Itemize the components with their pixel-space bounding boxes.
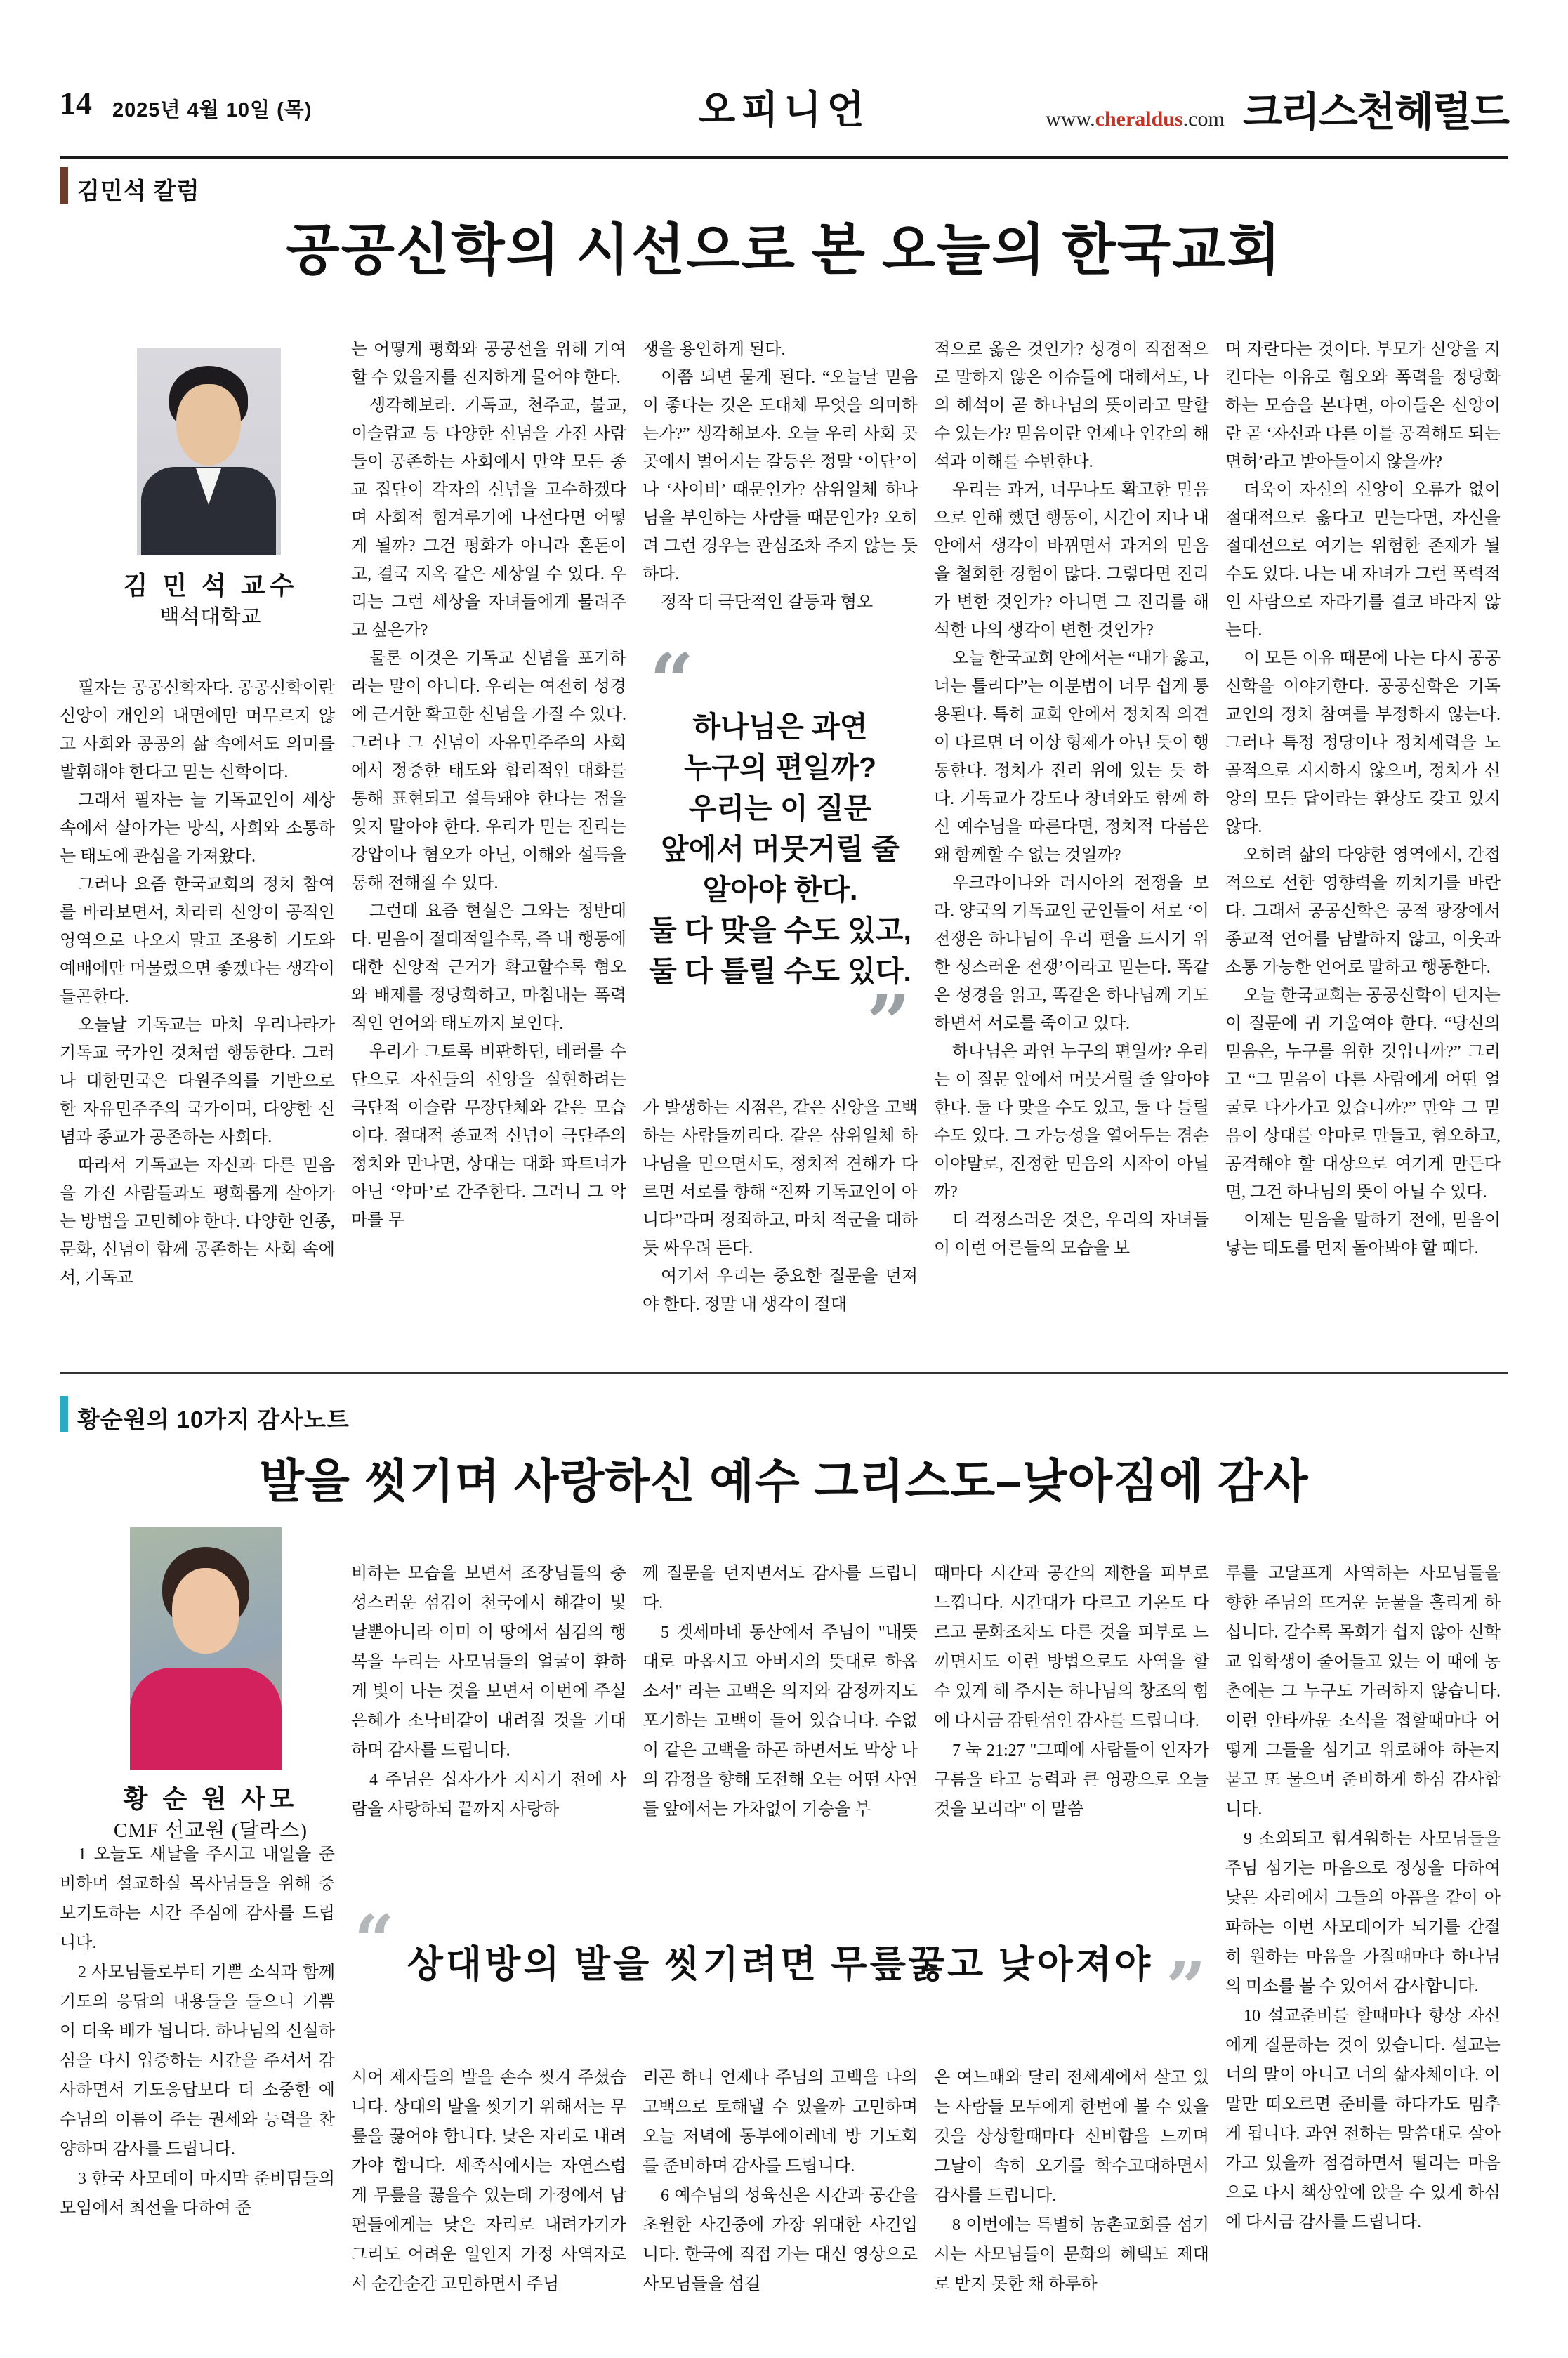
author-photo-hwang [130, 1527, 282, 1770]
paragraph: 4 주님은 십자가가 지시기 전에 사람을 사랑하되 끝까지 사랑하 [351, 1771, 626, 1819]
website-domain: cheraldus [1095, 107, 1183, 131]
paragraph: 오늘날 기독교는 마치 우리나라가 기독교 국가인 것처럼 행동한다. 그러나 대한민국은 다원주의를 기반으로 한 자유민주주의 국가이며, 다양한 신념과 종교가 공존하는 사회다. [60, 1016, 335, 1147]
article1-headline: 공공신학의 시선으로 본 오늘의 한국교회 [286, 220, 1282, 282]
paragraph: 그런데 요즘 현실은 그와는 정반대다. 믿음이 절대적일수록, 즉 내 행동에 대한 신앙적 근거가 확고할수록 혐오와 배제를 정당화하고, 마침내는 폭력적인 언어와 태도까지 보인다. [351, 902, 626, 1033]
close-quote-icon: ” [1166, 1946, 1206, 2029]
photo-clothing [130, 1668, 282, 1770]
paragraph: 필자는 공공신학자다. 공공신학이란 신앙이 개인의 내면에만 머무르지 않고 사회와 공공의 삶 속에서도 의미를 발휘해야 한다고 믿는 신학이다. [60, 679, 335, 782]
paragraph: 오히려 삶의 다양한 영역에서, 간접적으로 선한 영향력을 끼치기를 바란다. 그래서 공공신학은 공적 광장에서 종교적 언어를 남발하지 않고, 이웃과 소통 가능한 언어로 말하고 행동한다. [1225, 846, 1501, 977]
paragraph: 그래서 필자는 늘 기독교인이 세상 속에서 살아가는 방식, 사회와 소통하는 태도에 관심을 가져왔다. [60, 791, 335, 866]
pullquote-line: 우리는 이 질문 [688, 792, 872, 824]
article2-column-4-top [934, 1559, 1209, 1899]
paragraph: 쟁을 용인하게 된다. [643, 341, 786, 359]
close-quote-icon: ” [866, 977, 911, 1068]
paragraph: 우크라이나와 러시아의 전쟁을 보라. 양국의 기독교인 군인들이 서로 ‘이 전쟁은 하나님이 우리 편을 드시기 위한 성스러운 전쟁’이라고 믿는다. 똑같은 성경을 읽고, 똑같은 하나님께 기도하면서 서로를 죽이고 있다. [934, 874, 1209, 1033]
article1-column-3-bottom [643, 1094, 918, 1350]
paragraph: 더욱이 자신의 신앙이 오류가 없이 절대적으로 옳다고 믿는다면, 자신을 절대선으로 여기는 위험한 존재가 될 수도 있다. 나는 내 자녀가 그런 폭력적인 사람으로 자라기를 결코 바라지 않는다. [1225, 481, 1501, 640]
pullquote-line: 하나님은 과연 [692, 711, 868, 743]
paragraph: 시어 제자들의 발을 손수 씻겨 주셨습니다. 상대의 발을 씻기기 위해서는 무릎을 꿇어야 합니다. 낮은 자리로 내려가야 합니다. 세족식에서는 자연스럽게 무릎을 꿇을수 있는데 가정에서 남편들에게는 낮은 자리로 내려가기가 그리도 어려운 일인지 가정 사역자로서 순간순간 고민하면서 주님 [351, 2069, 626, 2293]
article1-column-4 [934, 336, 1209, 1350]
paragraph: 5 겟세마네 동산에서 주님이 "내뜻대로 마옵시고 아버지의 뜻대로 하옵소서" 라는 고백은 의지와 감정까지도 포기하는 고백이 들어 있습니다. 수없이 같은 고백을 하곤 하면서도 막상 나의 감정을 향해 도전해 오는 어떤 사연들 앞에서는 가차없이 기승을 부 [643, 1623, 918, 1819]
article1-pullquote [643, 636, 918, 1079]
website-tld: .com [1182, 107, 1225, 131]
author-photo-kim [137, 348, 281, 555]
paragraph: 정작 더 극단적인 갈등과 혐오 [661, 593, 874, 612]
paragraph: 오늘 한국교회는 공공신학이 던지는 이 질문에 귀 기울여야 한다. “당신의 믿음은, 누구를 위한 것입니까?” 그리고 “그 믿음이 다른 사람에게 어떤 얼굴로 다가가고 있습니까?” 만약 그 믿음이 상대를 악마로 만들고, 혐오하고, 공격해야 할 대상으로 여기게 만든다면, 그건 하나님의 뜻이 아닐 수 있다. [1225, 987, 1501, 1201]
pullquote-text: 상대방의 발을 씻기려면 무릎꿇고 낮아져야 [407, 1944, 1154, 1985]
paragraph: 3 한국 사모데이 마지막 준비팀들의 모임에서 최선을 다하여 준 [60, 2170, 335, 2218]
article2-column-3-top [643, 1559, 918, 1899]
article2-column-5 [1225, 1559, 1501, 2352]
paragraph: 비하는 모습을 보면서 조장님들의 충성스러운 섬김이 천국에서 해같이 빛날뿐아니라 이미 이 땅에서 섬김의 행복을 누리는 사모님들의 얼굴이 환하게 빛이 나는 것을 보면서 이번에 주실 은혜가 소낙비같이 내려질 것을 기대하며 감사를 드립니다. [351, 1565, 626, 1760]
paragraph: 8 이번에는 특별히 농촌교회를 섬기시는 사모님들이 문화의 혜택도 제대로 받지 못한 채 하루하 [934, 2216, 1209, 2293]
paragraph: 이 모든 이유 때문에 나는 다시 공공신학을 이야기한다. 공공신학은 기독교인의 정치 참여를 부정하지 않는다. 그러나 특정 정당이나 정치세력을 노골적으로 지지하지 않으며, 정치가 신앙의 모든 답이라는 환상도 갖고 있지 않다. [1225, 650, 1501, 836]
paragraph: 1 오늘도 새날을 주시고 내일을 준비하며 설교하실 목사님들을 위해 중보기도하는 시간 주심에 감사를 드립니다. [60, 1845, 335, 1952]
author-name: 황 순 원 사모 [123, 1785, 298, 1813]
open-quote-icon: “ [354, 1899, 395, 1982]
paragraph: 하나님은 과연 누구의 편일까? 우리는 이 질문 앞에서 머뭇거릴 줄 알아야 한다. 둘 다 맞을 수도 있고, 둘 다 틀릴 수도 있다. 그 가능성을 열어두는 겸손이야말로, 진정한 믿음의 시작이 아닐까? [934, 1043, 1209, 1201]
paragraph: 여기서 우리는 중요한 질문을 던져야 한다. 정말 내 생각이 절대 [643, 1267, 918, 1314]
brand-row [1046, 79, 1508, 138]
paragraph: 우리가 그토록 비판하던, 테러를 수단으로 자신들의 신앙을 실현하려는 극단적 이슬람 무장단체와 같은 모습이다. 절대적 종교적 신념이 극단주의 정치와 만나면, 상대는 대화 파트너가 아닌 ‘악마’로 간주한다. 그러니 그 악마를 무 [351, 1043, 626, 1230]
paragraph: 9 소외되고 힘겨워하는 사모님들을 주님 섬기는 마음으로 정성을 다하여 낮은 자리에서 그들의 아픔을 같이 아파하는 이번 사모데이가 되기를 간절히 원하는 마음을 가질때마다 하나님의 미소를 볼 수 있어서 감사합니다. [1225, 1830, 1501, 1996]
header-rule [60, 156, 1508, 159]
paragraph: 께 질문을 던지면서도 감사를 드립니다. [643, 1565, 918, 1612]
paragraph: 그러나 요즘 한국교회의 정치 참여를 바라보면서, 차라리 신앙이 공적인 영역으로 나오지 말고 조용히 기도와 예배에만 머물렀으면 좋겠다는 생각이 들곤한다. [60, 876, 335, 1006]
section-title: 오피니언 [698, 88, 870, 131]
column-label-bar [60, 167, 68, 204]
paragraph: 때마다 시간과 공간의 제한을 피부로 느낍니다. 시간대가 다르고 기온도 다르고 문화조차도 다른 것을 피부로 느끼면서도 이런 방법으로도 사역을 할 수 있게 해 주시는 하나님의 창조의 힘에 다시금 감탄섞인 감사를 드립니다. [934, 1565, 1209, 1730]
photo-face [172, 1568, 239, 1654]
article1-column-5 [1225, 336, 1501, 1350]
paragraph: 2 사모님들로부터 기쁜 소식과 함께 기도의 응답의 내용들을 들으니 기쁨이 더욱 배가 됩니다. 하나님의 신실하심을 다시 입증하는 시간을 주셔서 감사하면서 기도응답보다 더 소중한 예수님의 이름이 주는 권세와 능력을 찬양하며 감사를 드립니다. [60, 1963, 335, 2159]
paragraph: 10 설교준비를 할때마다 항상 자신에게 질문하는 것이 있습니다. 설교는 너의 말이 아니고 너의 삶자체이다. 이 말만 떠오르면 준비를 하다가도 멈추게 됩니다. 과연 전하는 말씀대로 살아가고 있을까 점검하면서 떨리는 마음으로 다시 책상앞에 앉을 수 있게 하심에 다시금 감사를 드립니다. [1225, 2007, 1501, 2232]
pullquote-line: 앞에서 머뭇거릴 줄 [661, 833, 900, 865]
open-quote-icon: “ [650, 636, 694, 727]
article2-headline: 발을 씻기며 사랑하신 예수 그리스도–낮아짐에 감사 [259, 1455, 1309, 1507]
article-divider-rule [60, 1372, 1508, 1374]
author-name: 김 민 석 교수 [123, 572, 298, 600]
article2-column-2-bottom [351, 2063, 626, 2352]
article2-column-4-bottom [934, 2063, 1209, 2352]
page-number: 14 [60, 85, 92, 121]
pullquote-line: 둘 다 틀릴 수도 있다. [649, 955, 911, 987]
author-affiliation: 백석대학교 [159, 606, 262, 628]
pullquote-line: 누구의 편일까? [683, 751, 877, 784]
paragraph: 더 걱정스러운 것은, 우리의 자녀들이 이런 어른들의 모습을 보 [934, 1211, 1209, 1258]
paragraph: 우리는 과거, 너무나도 확고한 믿음으로 인해 했던 행동이, 시간이 지나 내 안에서 생각이 바뀌면서 과거의 믿음을 철회한 경험이 많다. 그렇다면 진리가 변한 것인가? 아니면 그 진리를 해석한 나의 생각이 변한 것인가? [934, 481, 1209, 640]
pullquote-line: 둘 다 맞을 수도 있고, [649, 914, 911, 947]
paragraph: 7 눅 21:27 "그때에 사람들이 인자가 구름을 타고 능력과 큰 영광으로 오늘 것을 보리라" 이 말씀 [934, 1741, 1209, 1819]
column-label: 김민석 칼럼 [77, 178, 200, 204]
article2-column-2-top [351, 1559, 626, 1899]
website-www: www. [1046, 107, 1095, 131]
paragraph: 따라서 기독교는 자신과 다른 믿음을 가진 사람들과도 평화롭게 살아가는 방법을 고민해야 한다. 다양한 인종, 문화, 신념이 함께 공존하는 사회 속에서, 기독교 [60, 1157, 335, 1287]
paragraph: 가 발생하는 지점은, 같은 신앙을 고백하는 사람들끼리다. 같은 삼위일체 하나님을 믿으면서도, 정치적 견해가 다르면 서로를 향해 “진짜 기독교인이 아니다”라며 정죄하고, 마치 적군을 대하듯 싸우려 든다. [643, 1099, 918, 1258]
article1-column-2 [351, 336, 626, 1350]
pullquote-line: 알아야 한다. [702, 874, 858, 906]
masthead-logo: 크리스천헤럴드 [1242, 89, 1508, 135]
photo-face [176, 384, 241, 466]
paragraph: 이제는 믿음을 말하기 전에, 믿음이 낳는 태도를 먼저 돌아봐야 할 때다. [1225, 1211, 1501, 1258]
paragraph: 루를 고달프게 사역하는 사모님들을 향한 주님의 뜨거운 눈물을 흘리게 하십니다. 갈수록 목회가 쉽지 않아 신학교 입학생이 줄어들고 있는 이 때에 농촌에는 그 누구도 가려하지 않습니다. 이런 안타까운 소식을 접할때마다 어떻게 그들을 섬기고 위로해야 하는지 묻고 또 물으며 준비하게 하심 감사합니다. [1225, 1565, 1501, 1819]
paragraph: 며 자란다는 것이다. 부모가 신앙을 지킨다는 이유로 혐오와 폭력을 정당화하는 모습을 본다면, 아이들은 신앙이란 곧 ‘자신과 다른 이를 공격해도 되는 면허’라고 받아들이지 않을까? [1225, 341, 1501, 471]
website-url[interactable] [1046, 107, 1225, 131]
author-affiliation: CMF 선교원 (달라스) [113, 1819, 308, 1842]
article2-column-3-bottom [643, 2063, 918, 2352]
paragraph: 은 여느때와 달리 전세계에서 살고 있는 사람들 모두에게 한번에 볼 수 있을 것을 상상할때마다 신비함을 느끼며 그날이 속히 오기를 학수고대하면서 감사를 드립니다. [934, 2069, 1209, 2205]
article1-column-3-top [643, 336, 918, 646]
column-label-bar [60, 1396, 68, 1432]
column-label: 황순원의 10가지 감사노트 [77, 1407, 350, 1432]
article2-column-1 [60, 1840, 335, 2351]
paragraph: 리곤 하니 언제나 주님의 고백을 나의 고백으로 토해낼 수 있을까 고민하며 오늘 저녁에 동부에이레네 방 기도회를 준비하며 감사를 드립니다. [643, 2069, 918, 2175]
paragraph: 생각해보라. 기독교, 천주교, 불교, 이슬람교 등 다양한 신념을 가진 사람들이 공존하는 사회에서 만약 모든 종교 집단이 각자의 신념을 고수하겠다며 사회적 힘겨루기에 나선다면 어떻게 될까? 그건 평화가 아니라 혼돈이고, 결국 지옥 같은 세상일 수 있다. 우리는 그런 세상을 자녀들에게 물려주고 싶은가? [351, 397, 626, 640]
article2-pullquote [351, 1899, 1209, 2043]
date-line: 2025년 4월 10일 (목) [112, 99, 312, 121]
article1-column-1 [60, 674, 335, 1350]
paragraph: 는 어떻게 평화와 공공선을 위해 기여할 수 있을지를 진지하게 물어야 한다. [351, 341, 626, 387]
paragraph: 이쯤 되면 묻게 된다. “오늘날 믿음이 좋다는 것은 도대체 무엇을 의미하는가?” 생각해보자. 오늘 우리 사회 곳곳에서 벌어지는 갈등은 정말 ‘이단’이나 ‘사이비’ 때문인가? 삼위일체 하나님을 부인하는 사람들 때문인가? 오히려 그런 경우는 관심조차 주지 않는 듯하다. [643, 369, 918, 584]
paragraph: 6 예수님의 성육신은 시간과 공간을 초월한 사건중에 가장 위대한 사건입니다. 한국에 직접 가는 대신 영상으로 사모님들을 섬길 [643, 2187, 918, 2293]
paragraph: 오늘 한국교회 안에서는 “내가 옳고, 너는 틀리다”는 이분법이 너무 쉽게 통용된다. 특히 교회 안에서 정치적 의견이 다르면 더 이상 형제가 아닌 듯이 행동한다. 정치가 진리 위에 있는 듯 하다. 기독교가 강도나 창녀와도 함께 하신 예수님을 따른다면, 정치적 다름은 왜 함께할 수 없는 것일까? [934, 650, 1209, 864]
paragraph: 물론 이것은 기독교 신념을 포기하라는 말이 아니다. 우리는 여전히 성경에 근거한 확고한 신념을 가질 수 있다. 그러나 그 신념이 자유민주주의 사회에서 정중한 태도와 합리적인 대화를 통해 표현되고 설득돼야 한다는 점을 잊지 말아야 한다. 우리가 믿는 진리는 강압이나 혐오가 아닌, 이해와 설득을 통해 전해질 수 있다. [351, 650, 626, 893]
paragraph: 적으로 옳은 것인가? 성경이 직접적으로 말하지 않은 이슈들에 대해서도, 나의 해석이 곧 하나님의 뜻이라고 말할 수 있는가? 믿음이란 언제나 인간의 해석과 이해를 수반한다. [934, 341, 1209, 471]
